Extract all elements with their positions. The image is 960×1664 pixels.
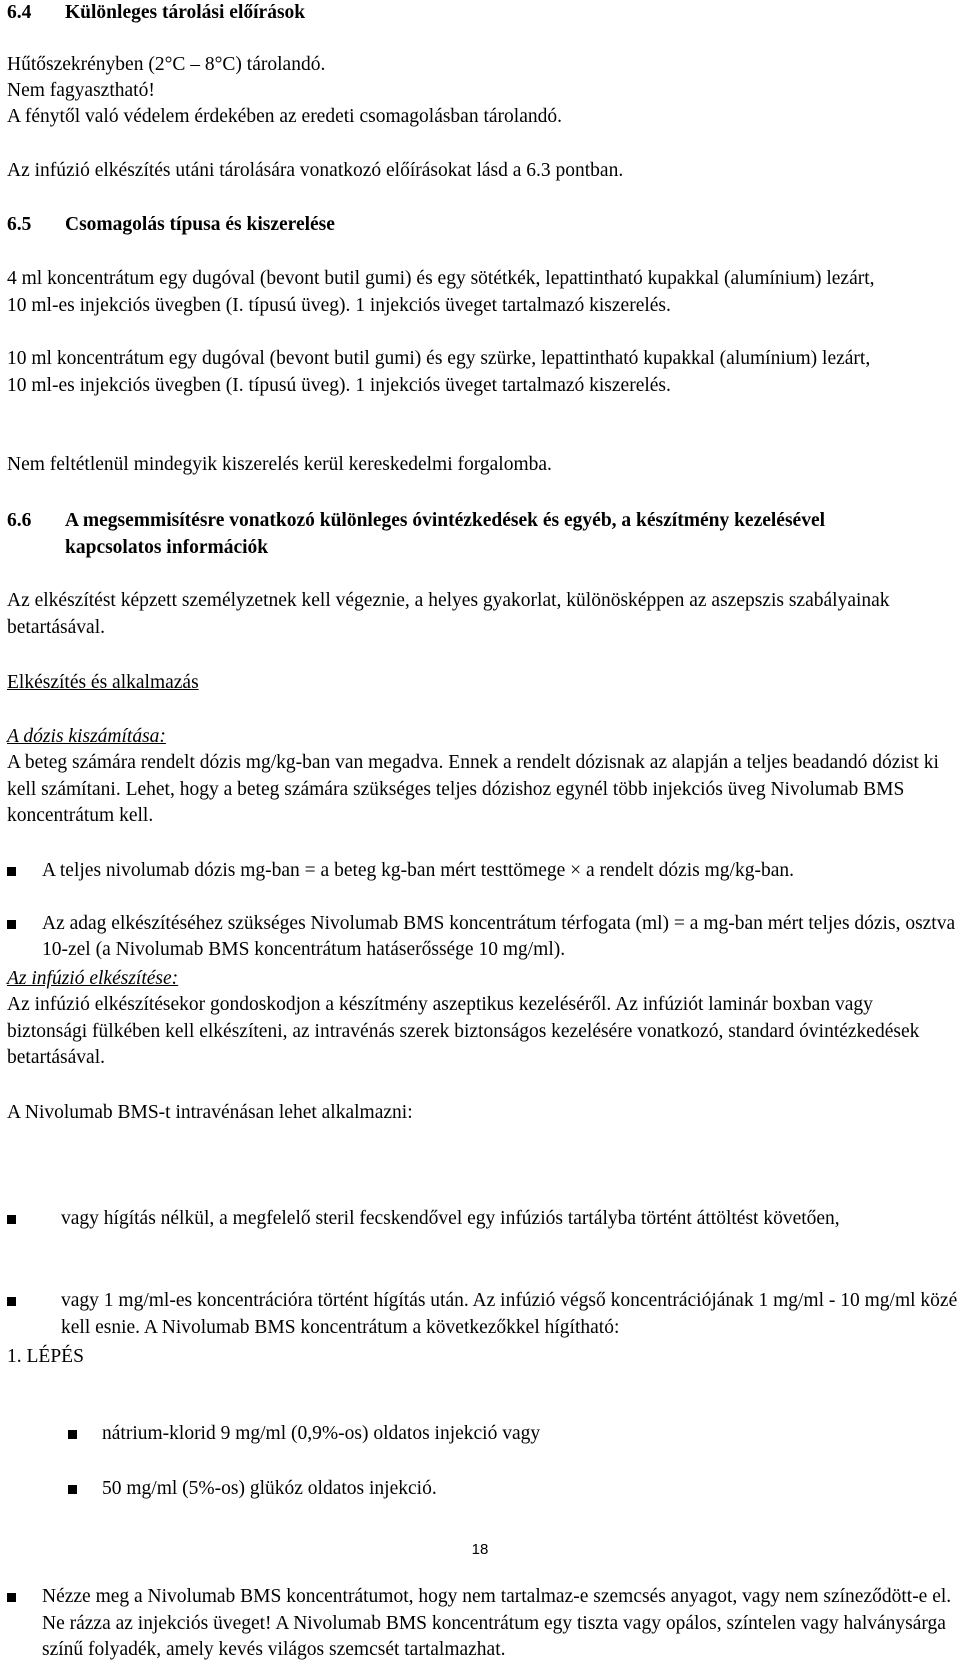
- section-number: 6.5: [7, 214, 32, 235]
- iv-sub-bullet-1: nátrium-klorid 9 mg/ml (0,9%-os) oldatos injekció vagy: [68, 1421, 960, 1448]
- handling-paragraph: Az elkészítést képzett személyzetnek kell végeznie, a helyes gyakorlat, különösképpen az aszepszis szabályainak betartásával.: [7, 590, 890, 638]
- section-number: 6.6: [7, 510, 32, 531]
- package-paragraph-3: Nem feltétlenül mindegyik kiszerelés kerül kereskedelmi forgalomba.: [7, 454, 552, 475]
- iv-lead: A Nivolumab BMS-t intravénásan lehet alkalmazni:: [7, 1102, 413, 1123]
- section-title: A megsemmisítésre vonatkozó különleges óvintézkedések és egyéb, a készítmény kezelésével kapcsolatos információk: [65, 510, 826, 558]
- square-bullet-icon: [7, 867, 16, 876]
- page-number: 18: [471, 1541, 489, 1558]
- storage-note: Az infúzió elkészítés utáni tárolására vonatkozó előírásokat lásd a 6.3 pontban.: [7, 160, 624, 181]
- dose-bullet-1: A teljes nivolumab dózis mg-ban = a beteg kg-ban mért testtömege × a rendelt dózis mg/kg-ban.: [7, 858, 960, 885]
- square-bullet-icon: [68, 1485, 77, 1494]
- storage-line-1: Hűtőszekrényben (2°C – 8°C) tárolandó.: [7, 54, 326, 75]
- iv-sub-bullet-2: 50 mg/ml (5%-os) glükóz oldatos injekció.: [68, 1476, 960, 1503]
- section-6-5-heading: [7, 212, 960, 239]
- section-title: Csomagolás típusa és kiszerelése: [65, 214, 335, 235]
- step-1-title: 1. LÉPÉS: [7, 1346, 84, 1367]
- square-bullet-icon: [68, 1430, 77, 1439]
- section-6-6-heading: [7, 508, 880, 561]
- step-1-bullet: Nézze meg a Nivolumab BMS koncentrátumot, hogy nem tartalmaz-e szemcsés anyagot, vagy nem színeződött-e el. Ne rázza az injekciós üveget! A Nivolumab BMS koncentrátum egy tiszta vagy opálos, színtelen vagy halványsárga színű folyadék, amely kevés világos szemcsét tartalmazhat.: [7, 1584, 960, 1664]
- section-title: Különleges tárolási előírások: [65, 2, 306, 23]
- subheading-preparation: Elkészítés és alkalmazás: [7, 672, 199, 693]
- storage-line-2: Nem fagyasztható!: [7, 80, 155, 101]
- square-bullet-icon: [7, 1593, 16, 1602]
- iv-bullet-2: vagy 1 mg/ml-es koncentrációra történt hígítás után. Az infúzió végső koncentrációjának 1 mg/ml - 10 mg/ml közé kell esnie. A Nivolumab BMS koncentrátum a következőkkel hígítható:: [7, 1288, 960, 1341]
- square-bullet-icon: [7, 1297, 16, 1306]
- square-bullet-icon: [7, 1215, 16, 1224]
- subheading-dose-calculation: A dózis kiszámítása:: [7, 726, 166, 747]
- section-number: 6.4: [7, 2, 32, 23]
- iv-bullet-1: vagy hígítás nélkül, a megfelelő steril fecskendővel egy infúziós tartályba történt áttöltést követően,: [7, 1206, 960, 1233]
- infusion-paragraph: Az infúzió elkészítésekor gondoskodjon a készítmény aszeptikus kezeléséről. Az infúziót laminár boxban vagy biztonsági fülkében kell elkészíteni, az intravénás szerek biztonságos kezelésére vonatkozó, standard óvintézkedések betartásával.: [7, 994, 920, 1068]
- package-paragraph-2: 10 ml koncentrátum egy dugóval (bevont butil gumi) és egy szürke, lepattintható kupakkal (alumínium) lezárt, 10 ml-es injekciós üvegben (I. típusú üveg). 1 injekciós üveget tartalmazó kiszerelés.: [7, 348, 871, 396]
- square-bullet-icon: [7, 920, 16, 929]
- subheading-infusion-prep: Az infúzió elkészítése:: [7, 968, 179, 989]
- dose-bullet-2: Az adag elkészítéséhez szükséges Nivolumab BMS koncentrátum térfogata (ml) = a mg-ban mért teljes dózis, osztva 10-zel (a Nivolumab BMS koncentrátum hatáserőssége 10 mg/ml).: [7, 911, 960, 964]
- storage-line-3: A fénytől való védelem érdekében az eredeti csomagolásban tárolandó.: [7, 106, 562, 127]
- dose-paragraph: A beteg számára rendelt dózis mg/kg-ban van megadva. Ennek a rendelt dózisnak az alapján a teljes beadandó dózist ki kell számítani. Lehet, hogy a beteg számára szükséges teljes dózishoz egynél több injekciós üveg Nivolumab BMS koncentrátum kell.: [7, 752, 939, 826]
- package-paragraph-1: 4 ml koncentrátum egy dugóval (bevont butil gumi) és egy sötétkék, lepattintható kupakkal (alumínium) lezárt, 10 ml-es injekciós üvegben (I. típusú üveg). 1 injekciós üveget tartalmazó kiszerelés.: [7, 268, 875, 316]
- section-6-4-heading: [7, 0, 960, 27]
